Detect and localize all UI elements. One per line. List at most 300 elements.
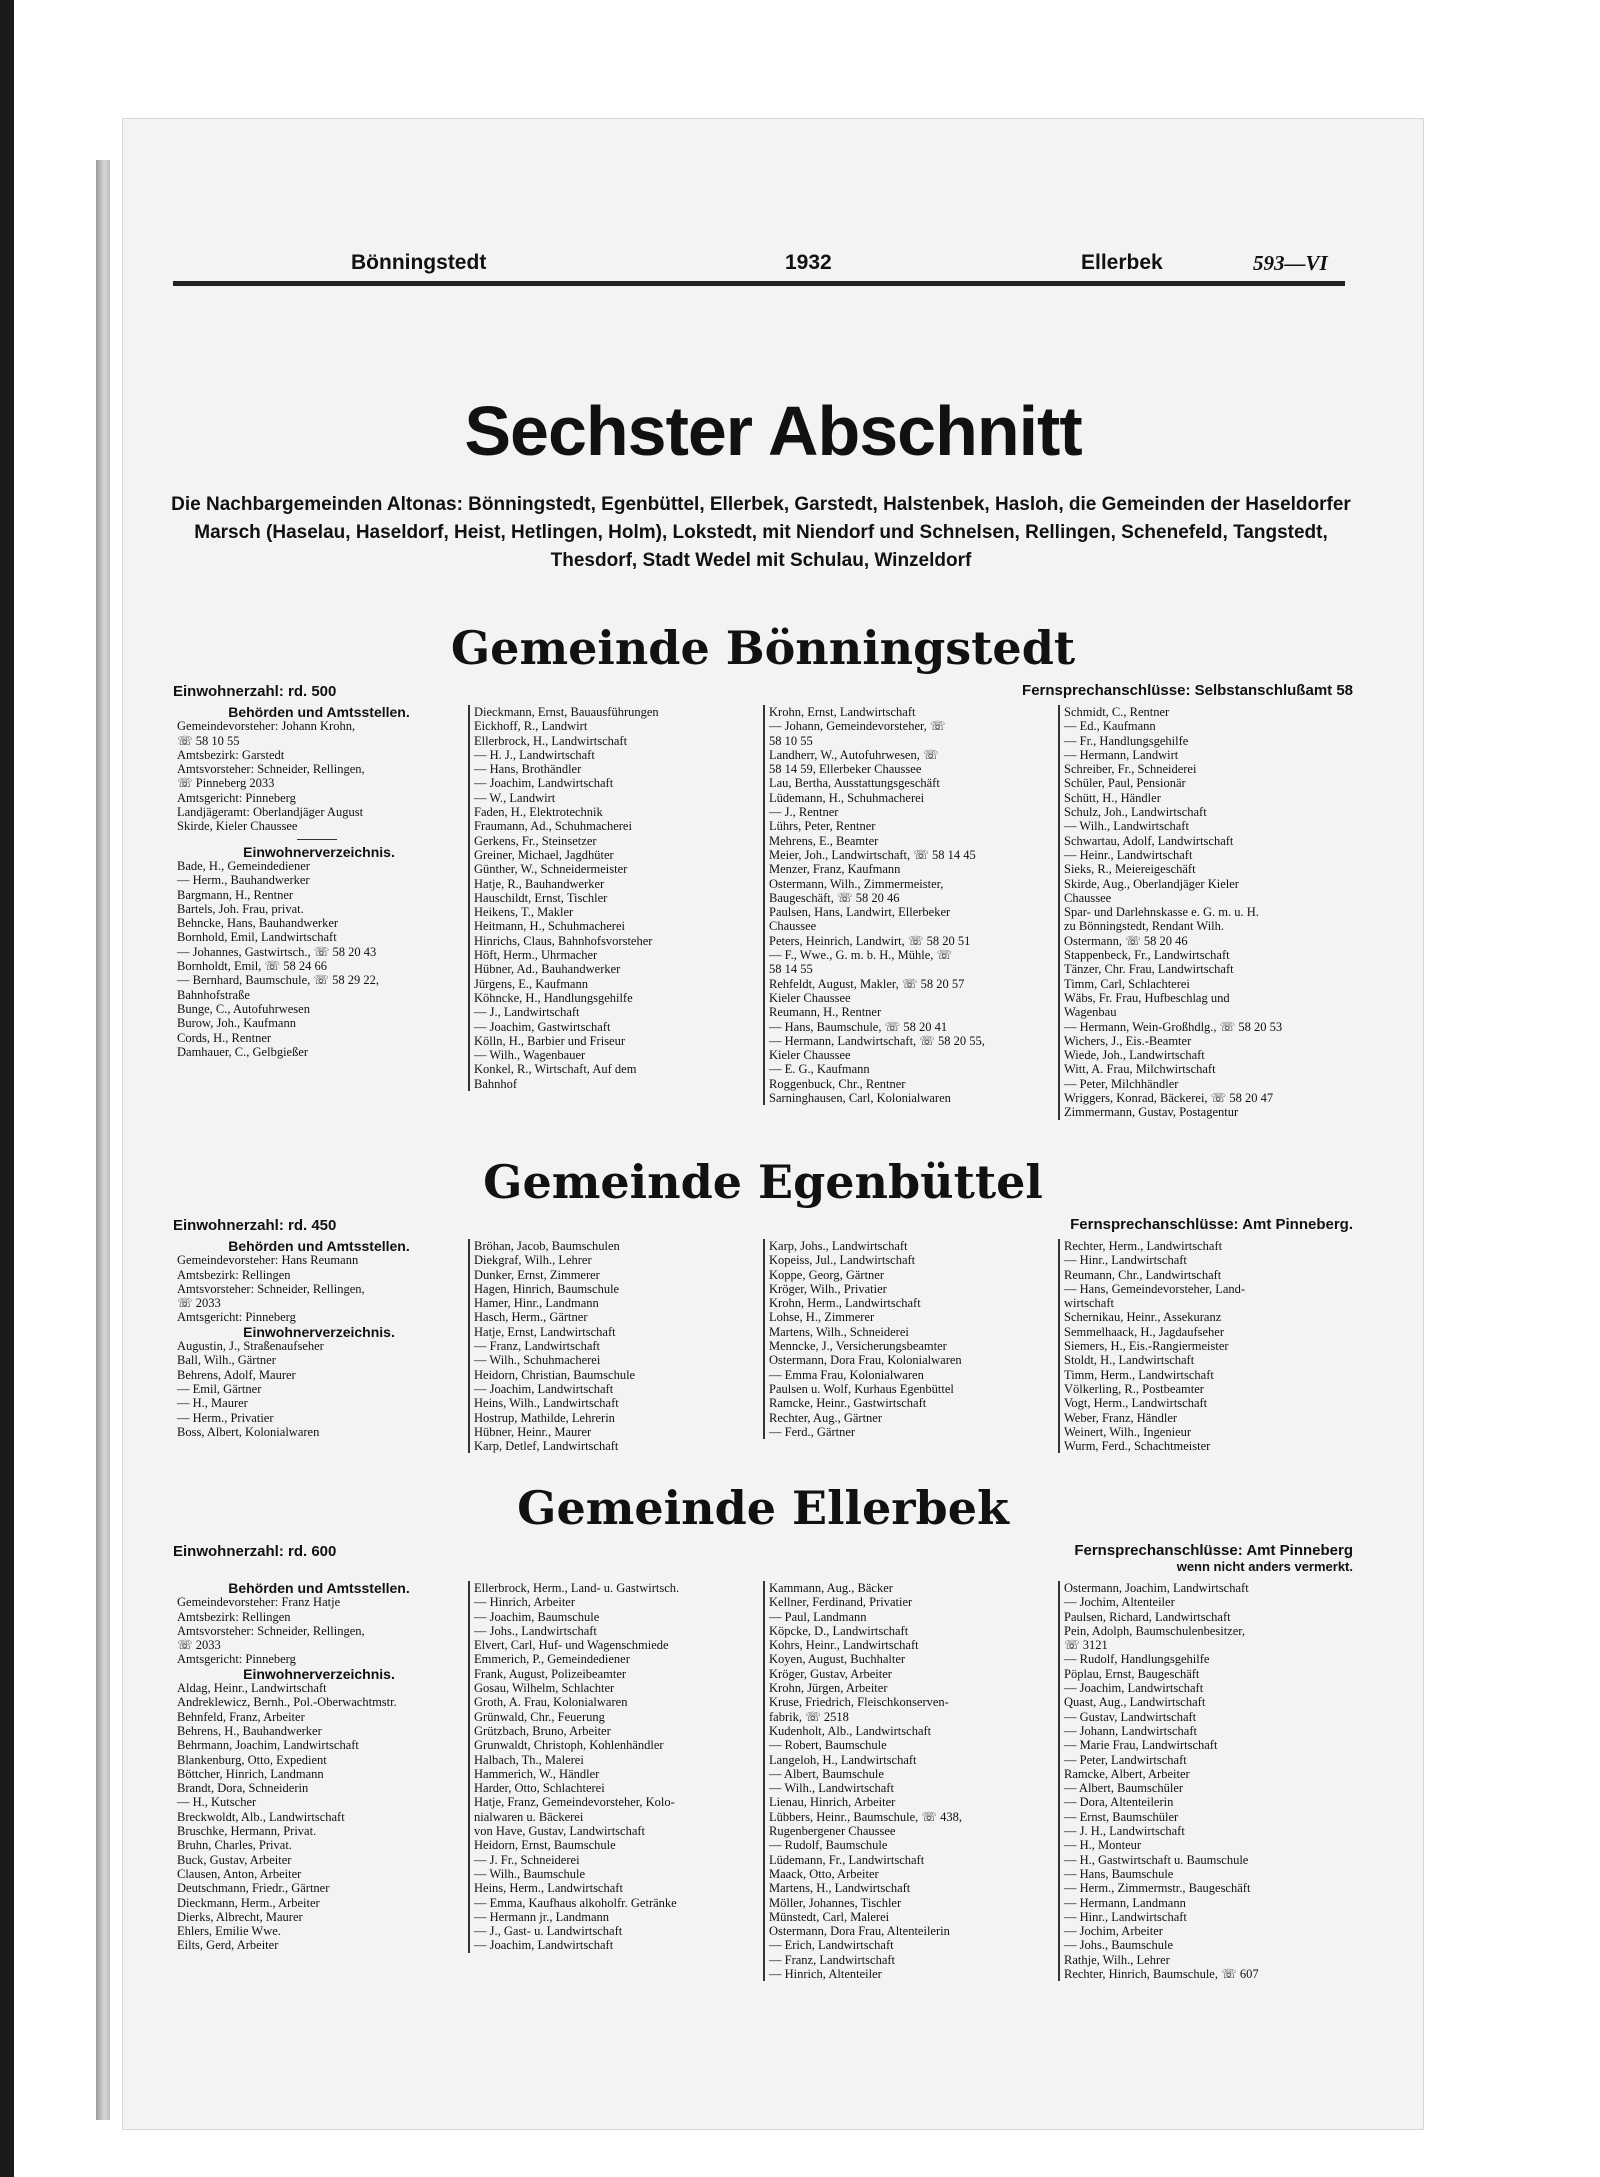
directory-entry: Ellerbrock, Herm., Land- u. Gastwirtsch.: [474, 1581, 680, 1595]
directory-entry: Gerkens, Fr., Steinsetzer: [474, 833, 597, 848]
directory-entry: Amtsbezirk: Rellingen: [177, 1267, 291, 1282]
directory-entry: von Have, Gustav, Landwirtschaft: [474, 1824, 646, 1839]
directory-entry: Ostermann, ☏ 58 20 46: [1064, 933, 1188, 948]
directory-entry: Dierks, Albrecht, Maurer: [177, 1909, 303, 1924]
directory-entry: Reumann, H., Rentner: [769, 1005, 882, 1020]
directory-entry: Hagen, Hinrich, Baumschule: [474, 1281, 620, 1296]
directory-entry: Bunge, C., Autofuhrwesen: [177, 1001, 310, 1016]
directory-entry: Lührs, Peter, Rentner: [769, 819, 876, 834]
directory-entry: — Paul, Landmann: [769, 1609, 867, 1624]
directory-column: [468, 1581, 758, 1953]
directory-entry: Kölln, H., Barbier und Friseur: [474, 1033, 626, 1048]
directory-entry: — Wilh., Baumschule: [474, 1866, 586, 1881]
directory-entry: Witt, A. Frau, Milchwirtschaft: [1064, 1062, 1216, 1077]
directory-entry: — J., Landwirtschaft: [474, 1005, 580, 1020]
directory-entry: — H., Maurer: [177, 1396, 248, 1411]
directory-entry: Bahnhof: [474, 1076, 518, 1091]
directory-entry: Meier, Joh., Landwirtschaft, ☏ 58 14 45: [769, 847, 976, 862]
directory-entry: 58 10 55: [769, 733, 813, 748]
directory-entry: Krohn, Jürgen, Arbeiter: [769, 1681, 888, 1696]
directory-entry: Paulsen, Hans, Landwirt, Ellerbeker: [769, 905, 951, 920]
directory-entry: — Joachim, Landwirtschaft: [474, 1938, 614, 1953]
population: Einwohnerzahl: rd. 500: [173, 683, 337, 700]
directory-entry: — H., Monteur: [1064, 1838, 1142, 1853]
directory-entry: — J., Rentner: [769, 805, 839, 820]
directory-entry: — Joachim, Landwirtschaft: [474, 776, 614, 791]
directory-entry: Kieler Chaussee: [769, 990, 851, 1005]
gemeinde-title: Gemeinde Egenbüttel: [483, 1155, 1043, 1209]
directory-entry: Skirde, Kieler Chaussee: [177, 819, 298, 834]
directory-entry: Schütt, H., Händler: [1064, 790, 1161, 805]
directory-entry: Lüdemann, H., Schuhmacherei: [769, 790, 925, 805]
directory-entry: nialwaren u. Bäckerei: [474, 1809, 584, 1824]
directory-entry: Schernikau, Heinr., Assekuranz: [1064, 1310, 1222, 1325]
directory-entry: Breckwoldt, Alb., Landwirtschaft: [177, 1809, 345, 1824]
directory-entry: — Herm., Bauhandwerker: [177, 873, 310, 888]
phone-main: Fernsprechanschlüsse: Selbstanschlußamt 58: [1022, 682, 1353, 699]
directory-entry: — Hermann jr., Landmann: [474, 1909, 610, 1924]
directory-entry: Gosau, Wilhelm, Schlachter: [474, 1681, 615, 1696]
directory-entry: Wiede, Joh., Landwirtschaft: [1064, 1048, 1205, 1063]
directory-entry: — Joachim, Gastwirtschaft: [474, 1019, 611, 1034]
directory-entry: Buck, Gustav, Arbeiter: [177, 1852, 292, 1867]
column-heading: Behörden und Amtsstellen.: [228, 705, 410, 720]
directory-entry: — Bernhard, Baumschule, ☏ 58 29 22,: [177, 973, 380, 988]
directory-entry: — J. H., Landwirtschaft: [1064, 1824, 1185, 1839]
column-heading: Einwohnerverzeichnis.: [243, 1324, 395, 1340]
directory-entry: — W., Landwirt: [474, 790, 556, 805]
gemeinde-block: [173, 1481, 1353, 1982]
directory-entry: Münstedt, Carl, Malerei: [769, 1909, 890, 1924]
directory-entry: — Dora, Altenteilerin: [1064, 1795, 1174, 1810]
directory-entry: — Herm., Privatier: [177, 1410, 274, 1425]
directory-entry: Elvert, Carl, Huf- und Wagenschmiede: [474, 1638, 669, 1653]
directory-entry: — Marie Frau, Landwirtschaft: [1064, 1738, 1218, 1753]
directory-entry: Kudenholt, Alb., Landwirtschaft: [769, 1723, 932, 1738]
directory-column: [763, 1581, 1053, 1981]
directory-entry: zu Bönningstedt, Rendant Wilh.: [1064, 919, 1225, 934]
directory-entry: — Joachim, Landwirtschaft: [1064, 1681, 1204, 1696]
directory-column: [173, 1239, 461, 1439]
directory-entry: — Emma Frau, Kolonialwaren: [769, 1367, 924, 1382]
directory-entry: Bruschke, Hermann, Privat.: [177, 1824, 317, 1839]
directory-entry: — Hermann, Landwirtschaft, ☏ 58 20 55,: [769, 1033, 985, 1048]
directory-entry: Boss, Albert, Kolonialwaren: [177, 1424, 320, 1439]
directory-entry: Heidorn, Ernst, Baumschule: [474, 1838, 616, 1853]
directory-entry: Timm, Herm., Landwirtschaft: [1064, 1367, 1214, 1382]
directory-entry: Sarninghausen, Carl, Kolonialwaren: [769, 1091, 951, 1106]
directory-column: [173, 1581, 461, 1953]
directory-entry: Kröger, Gustav, Arbeiter: [769, 1666, 892, 1681]
directory-entry: Paulsen, Richard, Landwirtschaft: [1064, 1609, 1231, 1624]
directory-entry: — Ed., Kaufmann: [1064, 719, 1156, 734]
directory-entry: Lübbers, Heinr., Baumschule, ☏ 438,: [769, 1809, 963, 1824]
directory-entry: Bornhold, Emil, Landwirtschaft: [177, 930, 337, 945]
directory-entry: — Jochim, Arbeiter: [1064, 1924, 1163, 1939]
directory-entry: Bröhan, Jacob, Baumschulen: [474, 1239, 620, 1253]
gemeinde-block: [173, 621, 1353, 1120]
directory-entry: Spar- und Darlehnskasse e. G. m. u. H.: [1064, 905, 1259, 920]
directory-entry: Heidorn, Christian, Baumschule: [474, 1367, 636, 1382]
directory-entry: Ostermann, Dora Frau, Kolonialwaren: [769, 1353, 962, 1368]
directory-entry: Greiner, Michael, Jagdhüter: [474, 847, 614, 862]
directory-entry: Behrmann, Joachim, Landwirtschaft: [177, 1738, 359, 1753]
directory-entry: Zimmermann, Gustav, Postagentur: [1064, 1105, 1239, 1120]
directory-entry: — Herm., Zimmermstr., Baugeschäft: [1064, 1881, 1251, 1896]
directory-entry: Hostrup, Mathilde, Lehrerin: [474, 1410, 615, 1425]
header-left: Bönningstedt: [351, 251, 487, 274]
directory-entry: — E. G., Kaufmann: [769, 1062, 870, 1077]
directory-entry: Kröger, Wilh., Privatier: [769, 1281, 887, 1296]
directory-entry: — Hermann, Landwirt: [1064, 747, 1179, 762]
directory-entry: — F., Wwe., G. m. b. H., Mühle, ☏: [769, 948, 953, 963]
directory-entry: — H., Gastwirtschaft u. Baumschule: [1064, 1852, 1249, 1867]
directory-entry: ☏ 2033: [177, 1638, 221, 1653]
directory-entry: Burow, Joh., Kaufmann: [177, 1016, 296, 1031]
directory-entry: 58 14 59, Ellerbeker Chaussee: [769, 762, 922, 777]
directory-entry: Köpcke, D., Landwirtschaft: [769, 1623, 909, 1638]
directory-entry: Lienau, Hinrich, Arbeiter: [769, 1795, 896, 1810]
directory-entry: Grützbach, Bruno, Arbeiter: [474, 1723, 611, 1738]
directory-entry: Schulz, Joh., Landwirtschaft: [1064, 805, 1207, 820]
directory-entry: Brandt, Dora, Schneiderin: [177, 1781, 309, 1796]
directory-entry: — Robert, Baumschule: [769, 1738, 887, 1753]
directory-column: [1058, 705, 1348, 1120]
directory-entry: Frank, August, Polizeibeamter: [474, 1666, 627, 1681]
directory-entry: Wäbs, Fr. Frau, Hufbeschlag und: [1064, 990, 1230, 1005]
directory-entry: Schüler, Paul, Pensionär: [1064, 776, 1186, 791]
directory-entry: Heikens, T., Makler: [474, 905, 574, 920]
directory-entry: Eickhoff, R., Landwirt: [474, 719, 588, 734]
directory-entry: — Hermann, Landmann: [1064, 1895, 1186, 1910]
directory-entry: — Albert, Baumschule: [769, 1766, 884, 1781]
directory-entry: Stappenbeck, Fr., Landwirtschaft: [1064, 948, 1230, 963]
directory-entry: Schmidt, C., Rentner: [1064, 705, 1170, 719]
directory-entry: — J., Gast- u. Landwirtschaft: [474, 1924, 623, 1939]
column-heading: Einwohnerverzeichnis.: [243, 1666, 395, 1682]
directory-entry: fabrik, ☏ 2518: [769, 1709, 849, 1724]
running-header: [173, 247, 1345, 286]
directory-entry: Gemeindevorsteher: Franz Hatje: [177, 1595, 341, 1610]
directory-entry: Harder, Otto, Schlachterei: [474, 1781, 605, 1796]
directory-entry: Cords, H., Rentner: [177, 1030, 272, 1045]
directory-entry: Mehrens, E., Beamter: [769, 833, 879, 848]
directory-entry: Behrens, H., Bauhandwerker: [177, 1723, 322, 1738]
directory-entry: Koyen, August, Buchhalter: [769, 1652, 906, 1667]
directory-entry: — Wilh., Landwirtschaft: [769, 1781, 894, 1796]
directory-entry: Kieler Chaussee: [769, 1048, 851, 1063]
directory-entry: — Johs., Baumschule: [1064, 1938, 1174, 1953]
directory-entry: — Emma, Kaufhaus alkoholfr. Getränke: [474, 1895, 677, 1910]
directory-entry: Amtsgericht: Pinneberg: [177, 1310, 296, 1325]
directory-column: [468, 705, 758, 1091]
section-subtitle: Die Nachbargemeinden Altonas: Bönningstedt, Egenbüttel, Ellerbek, Garstedt, Halstenbek, Hasloh, die Gemeinden der Haseldorfer Marsch (Haselau, Haseldorf, Heist, Hetlingen, Holm), Lokstedt, mit Niendorf und Schnelsen, Rellingen, Schenefeld, Tangstedt, Thesdorf, Stadt Wedel mit Schulau, Winzeldorf: [171, 494, 1351, 571]
directory-entry: ☏ 3121: [1064, 1638, 1108, 1653]
scan-dark-edge: [0, 0, 14, 2177]
directory-entry: Schreiber, Fr., Schneiderei: [1064, 762, 1197, 777]
phone-info: [1070, 1217, 1353, 1233]
directory-entry: Wagenbau: [1064, 1005, 1117, 1020]
directory-entry: Deutschmann, Friedr., Gärtner: [177, 1881, 330, 1896]
directory-entry: Semmelhaack, H., Jagdaufseher: [1064, 1324, 1225, 1339]
directory-entry: Krohn, Ernst, Landwirtschaft: [769, 705, 916, 719]
directory-entry: — Heinr., Landwirtschaft: [1064, 847, 1193, 862]
directory-entry: Heins, Wilh., Landwirtschaft: [474, 1396, 619, 1411]
phone-info: [1074, 1543, 1353, 1575]
directory-column: [1058, 1239, 1348, 1453]
directory-entry: Augustin, J., Straßenaufseher: [177, 1339, 324, 1354]
column-heading: Behörden und Amtsstellen.: [228, 1239, 410, 1254]
directory-entry: Heins, Herm., Landwirtschaft: [474, 1881, 623, 1896]
directory-entry: Damhauer, C., Gelbgießer: [177, 1044, 309, 1059]
directory-entry: 58 14 55: [769, 962, 813, 977]
directory-entry: Amtsgericht: Pinneberg: [177, 1652, 296, 1667]
directory-entry: Hasch, Herm., Gärtner: [474, 1310, 588, 1325]
directory-entry: Stoldt, H., Landwirtschaft: [1064, 1353, 1195, 1368]
directory-entry: Köhncke, H., Handlungsgehilfe: [474, 990, 633, 1005]
directory-entry: Roggenbuck, Chr., Rentner: [769, 1076, 906, 1091]
directory-entry: Pöplau, Ernst, Baugeschäft: [1064, 1666, 1200, 1681]
directory-entry: Amtsvorsteher: Schneider, Rellingen,: [177, 762, 365, 777]
directory-page: [122, 118, 1424, 2130]
directory-entry: Halbach, Th., Malerei: [474, 1752, 584, 1767]
directory-entry: Vogt, Herm., Landwirtschaft: [1064, 1396, 1208, 1411]
directory-entry: — Peter, Landwirtschaft: [1064, 1752, 1187, 1767]
directory-entry: Kruse, Friedrich, Fleischkonserven-: [769, 1695, 949, 1710]
directory-entry: Wurm, Ferd., Schachtmeister: [1064, 1439, 1211, 1454]
directory-entry: — Emil, Gärtner: [177, 1381, 262, 1396]
directory-entry: — Erich, Landwirtschaft: [769, 1938, 894, 1953]
directory-entry: Aldag, Heinr., Landwirtschaft: [177, 1681, 327, 1696]
directory-entry: — Hinrich, Arbeiter: [474, 1595, 576, 1610]
directory-column: [1058, 1581, 1348, 1981]
directory-entry: Fraumann, Ad., Schuhmacherei: [474, 819, 632, 834]
directory-entry: Karp, Johs., Landwirtschaft: [769, 1239, 908, 1253]
directory-entry: Bornholdt, Emil, ☏ 58 24 66: [177, 959, 328, 974]
directory-entry: Menncke, J., Versicherungsbeamter: [769, 1339, 947, 1354]
directory-entry: Amtsbezirk: Garstedt: [177, 747, 285, 762]
directory-entry: Günther, W., Schneidermeister: [474, 862, 628, 877]
directory-entry: Groth, A. Frau, Kolonialwaren: [474, 1695, 628, 1710]
directory-entry: — Hinr., Landwirtschaft: [1064, 1909, 1187, 1924]
phone-main: Fernsprechanschlüsse: Amt Pinneberg: [1074, 1542, 1353, 1559]
directory-entry: Bartels, Joh. Frau, privat.: [177, 901, 304, 916]
directory-entry: — Joachim, Baumschule: [474, 1609, 600, 1624]
directory-entry: Langeloh, H., Landwirtschaft: [769, 1752, 917, 1767]
directory-entry: Dieckmann, Ernst, Bauausführungen: [474, 705, 659, 719]
column-heading: Einwohnerverzeichnis.: [243, 844, 395, 859]
directory-entry: Lohse, H., Zimmerer: [769, 1310, 875, 1325]
directory-entry: Bahnhofstraße: [177, 987, 250, 1002]
directory-entry: Dunker, Ernst, Zimmerer: [474, 1267, 600, 1282]
directory-entry: Siemers, H., Eis.-Rangiermeister: [1064, 1339, 1229, 1354]
directory-entry: — Ferd., Gärtner: [769, 1424, 856, 1439]
directory-entry: Timm, Carl, Schlachterei: [1064, 976, 1190, 991]
directory-entry: Hübner, Ad., Bauhandwerker: [474, 962, 621, 977]
directory-entry: Sieks, R., Meiereigeschäft: [1064, 862, 1196, 877]
directory-entry: Amtsgericht: Pinneberg: [177, 790, 296, 805]
directory-entry: Clausen, Anton, Arbeiter: [177, 1866, 302, 1881]
directory-entry: — Johs., Landwirtschaft: [474, 1623, 597, 1638]
directory-entry: — Johann, Landwirtschaft: [1064, 1723, 1197, 1738]
directory-entry: Rechter, Herm., Landwirtschaft: [1064, 1239, 1223, 1253]
directory-entry: Amtsbezirk: Rellingen: [177, 1609, 291, 1624]
directory-entry: Dieckmann, Herm., Arbeiter: [177, 1895, 320, 1910]
directory-entry: Landjägeramt: Oberlandjäger August: [177, 805, 364, 820]
directory-entry: — Hans, Baumschule: [1064, 1866, 1174, 1881]
directory-entry: — H., Kutscher: [177, 1795, 257, 1810]
directory-entry: Hamer, Hinr., Landmann: [474, 1296, 599, 1311]
directory-entry: Kopeiss, Jul., Landwirtschaft: [769, 1253, 916, 1268]
directory-entry: Amtsvorsteher: Schneider, Rellingen,: [177, 1281, 365, 1296]
directory-entry: — Jochim, Altenteiler: [1064, 1595, 1175, 1610]
directory-entry: Rechter, Hinrich, Baumschule, ☏ 607: [1064, 1967, 1259, 1982]
directory-entry: — Joachim, Landwirtschaft: [474, 1381, 614, 1396]
directory-entry: ☏ 58 10 55: [177, 733, 240, 748]
directory-entry: Ehlers, Emilie Wwe.: [177, 1924, 281, 1939]
directory-entry: Ostermann, Joachim, Landwirtschaft: [1064, 1581, 1249, 1595]
directory-entry: Blankenburg, Otto, Expedient: [177, 1752, 327, 1767]
directory-entry: Reumann, Chr., Landwirtschaft: [1064, 1267, 1222, 1282]
directory-entry: — Johannes, Gastwirtsch., ☏ 58 20 43: [177, 944, 377, 959]
directory-entry: — Wilh., Wagenbauer: [474, 1048, 586, 1063]
directory-entry: Schwartau, Adolf, Landwirtschaft: [1064, 833, 1234, 848]
directory-entry: Diekgraf, Wilh., Lehrer: [474, 1253, 592, 1268]
directory-entry: Ostermann, Wilh., Zimmermeister,: [769, 876, 944, 891]
directory-entry: Kammann, Aug., Bäcker: [769, 1581, 893, 1595]
directory-entry: Hatje, R., Bauhandwerker: [474, 876, 605, 891]
header-year: 1932: [785, 251, 832, 274]
directory-entry: Höft, Herm., Uhrmacher: [474, 948, 598, 963]
directory-entry: ☏ Pinneberg 2033: [177, 776, 275, 791]
directory-entry: Kohrs, Heinr., Landwirtschaft: [769, 1638, 919, 1653]
directory-entry: Koppe, Georg, Gärtner: [769, 1267, 885, 1282]
gemeinde-title: Gemeinde Ellerbek: [517, 1481, 1009, 1535]
directory-entry: Ramcke, Albert, Arbeiter: [1064, 1766, 1190, 1781]
directory-entry: Wriggers, Konrad, Bäckerei, ☏ 58 20 47: [1064, 1091, 1274, 1106]
directory-entry: Karp, Detlef, Landwirtschaft: [474, 1439, 619, 1454]
directory-entry: Rehfeldt, August, Makler, ☏ 58 20 57: [769, 976, 965, 991]
directory-entry: Martens, H., Landwirtschaft: [769, 1881, 911, 1896]
directory-entry: Ball, Wilh., Gärtner: [177, 1353, 276, 1368]
directory-entry: Behnfeld, Franz, Arbeiter: [177, 1709, 305, 1724]
directory-entry: — Gustav, Landwirtschaft: [1064, 1709, 1197, 1724]
directory-entry: Gemeindevorsteher: Johann Krohn,: [177, 719, 356, 734]
book-gutter: [96, 160, 110, 2120]
directory-entry: — Franz, Landwirtschaft: [769, 1952, 896, 1967]
directory-entry: Landherr, W., Autofuhrwesen, ☏: [769, 747, 939, 762]
directory-entry: Ostermann, Dora Frau, Altenteilerin: [769, 1924, 950, 1939]
directory-entry: — Hans, Brothändler: [474, 762, 582, 777]
directory-entry: Menzer, Franz, Kaufmann: [769, 862, 901, 877]
directory-entry: Kellner, Ferdinand, Privatier: [769, 1595, 913, 1610]
directory-column: [763, 705, 1053, 1105]
directory-entry: — J. Fr., Schneiderei: [474, 1852, 580, 1867]
phone-info: [1022, 683, 1353, 699]
directory-entry: Hauschildt, Ernst, Tischler: [474, 890, 608, 905]
directory-column: [763, 1239, 1053, 1439]
directory-entry: — H. J., Landwirtschaft: [474, 747, 595, 762]
directory-entry: Pein, Adolph, Baumschulenbesitzer,: [1064, 1623, 1246, 1638]
directory-entry: — Rudolf, Handlungsgehilfe: [1064, 1652, 1210, 1667]
directory-entry: Grünwald, Chr., Feuerung: [474, 1709, 605, 1724]
directory-entry: Ellerbrock, H., Landwirtschaft: [474, 733, 628, 748]
directory-entry: — Hans, Gemeindevorsteher, Land-: [1064, 1281, 1246, 1296]
directory-entry: Rugenbergener Chaussee: [769, 1824, 896, 1839]
directory-entry: Lüdemann, Fr., Landwirtschaft: [769, 1852, 925, 1867]
directory-entry: Wichers, J., Eis.-Beamter: [1064, 1033, 1192, 1048]
directory-entry: Heitmann, H., Schuhmacherei: [474, 919, 625, 934]
directory-column: [173, 705, 461, 1059]
directory-entry: Maack, Otto, Arbeiter: [769, 1866, 879, 1881]
directory-entry: — Wilh., Landwirtschaft: [1064, 819, 1189, 834]
directory-entry: — Ernst, Baumschüler: [1064, 1809, 1179, 1824]
directory-entry: Andreklewicz, Bernh., Pol.-Oberwachtmstr.: [177, 1695, 397, 1710]
directory-entry: — Fr., Handlungsgehilfe: [1064, 733, 1189, 748]
directory-entry: Hinrichs, Claus, Bahnhofsvorsteher: [474, 933, 653, 948]
directory-entry: Chaussee: [769, 919, 817, 934]
population: Einwohnerzahl: rd. 600: [173, 1543, 337, 1560]
directory-entry: — Albert, Baumschüler: [1064, 1781, 1184, 1796]
directory-entry: Ramcke, Heinr., Gastwirtschaft: [769, 1396, 927, 1411]
header-right: Ellerbek: [1081, 251, 1163, 274]
directory-entry: Baugeschäft, ☏ 58 20 46: [769, 890, 900, 905]
directory-entry: Tänzer, Chr. Frau, Landwirtschaft: [1064, 962, 1234, 977]
directory-entry: Eilts, Gerd, Arbeiter: [177, 1938, 279, 1953]
directory-entry: — Rudolf, Baumschule: [769, 1838, 888, 1853]
directory-entry: Weinert, Wilh., Ingenieur: [1064, 1424, 1192, 1439]
directory-entry: Rechter, Aug., Gärtner: [769, 1410, 883, 1425]
directory-entry: Bruhn, Charles, Privat.: [177, 1838, 292, 1853]
directory-entry: Grunwaldt, Christoph, Kohlenhändler: [474, 1738, 664, 1753]
directory-entry: Möller, Johannes, Tischler: [769, 1895, 902, 1910]
directory-entry: — Hermann, Wein-Großhdlg., ☏ 58 20 53: [1064, 1019, 1283, 1034]
page-number: 593—VI: [1253, 251, 1328, 275]
population: Einwohnerzahl: rd. 450: [173, 1217, 337, 1234]
directory-entry: wirtschaft: [1064, 1296, 1114, 1311]
directory-column: [468, 1239, 758, 1453]
directory-entry: — Wilh., Schuhmacherei: [474, 1353, 601, 1368]
directory-entry: — Hinrich, Altenteiler: [769, 1967, 882, 1982]
section-title: Sechster Abschnitt: [464, 392, 1082, 470]
directory-entry: Hatje, Ernst, Landwirtschaft: [474, 1324, 616, 1339]
directory-entry: — Hinr., Landwirtschaft: [1064, 1253, 1187, 1268]
gemeinde-title: Gemeinde Bönningstedt: [450, 621, 1076, 675]
directory-entry: — Peter, Milchhändler: [1064, 1076, 1179, 1091]
directory-entry: Quast, Aug., Landwirtschaft: [1064, 1695, 1206, 1710]
directory-entry: Behrens, Adolf, Maurer: [177, 1367, 296, 1382]
directory-entry: Völkerling, R., Postbeamter: [1064, 1381, 1204, 1396]
directory-entry: Jürgens, E., Kaufmann: [474, 976, 588, 991]
directory-entry: Rathje, Wilh., Lehrer: [1064, 1952, 1170, 1967]
directory-entry: Bargmann, H., Rentner: [177, 887, 294, 902]
directory-entry: Hammerich, W., Händler: [474, 1766, 600, 1781]
separator-rule: [297, 839, 337, 840]
directory-entry: Chaussee: [1064, 890, 1112, 905]
directory-entry: Konkel, R., Wirtschaft, Auf dem: [474, 1062, 637, 1077]
directory-entry: Gemeindevorsteher: Hans Reumann: [177, 1253, 359, 1268]
directory-entry: Emmerich, P., Gemeindediener: [474, 1652, 630, 1667]
directory-entry: ☏ 2033: [177, 1296, 221, 1311]
directory-entry: Peters, Heinrich, Landwirt, ☏ 58 20 51: [769, 933, 971, 948]
directory-entry: — Johann, Gemeindevorsteher, ☏: [769, 719, 946, 734]
directory-entry: Skirde, Aug., Oberlandjäger Kieler: [1064, 876, 1239, 891]
directory-entry: Faden, H., Elektrotechnik: [474, 805, 603, 820]
directory-entry: Behncke, Hans, Bauhandwerker: [177, 916, 339, 931]
directory-entry: — Hans, Baumschule, ☏ 58 20 41: [769, 1019, 948, 1034]
directory-entry: Krohn, Herm., Landwirtschaft: [769, 1296, 921, 1311]
directory-entry: Amtsvorsteher: Schneider, Rellingen,: [177, 1623, 365, 1638]
